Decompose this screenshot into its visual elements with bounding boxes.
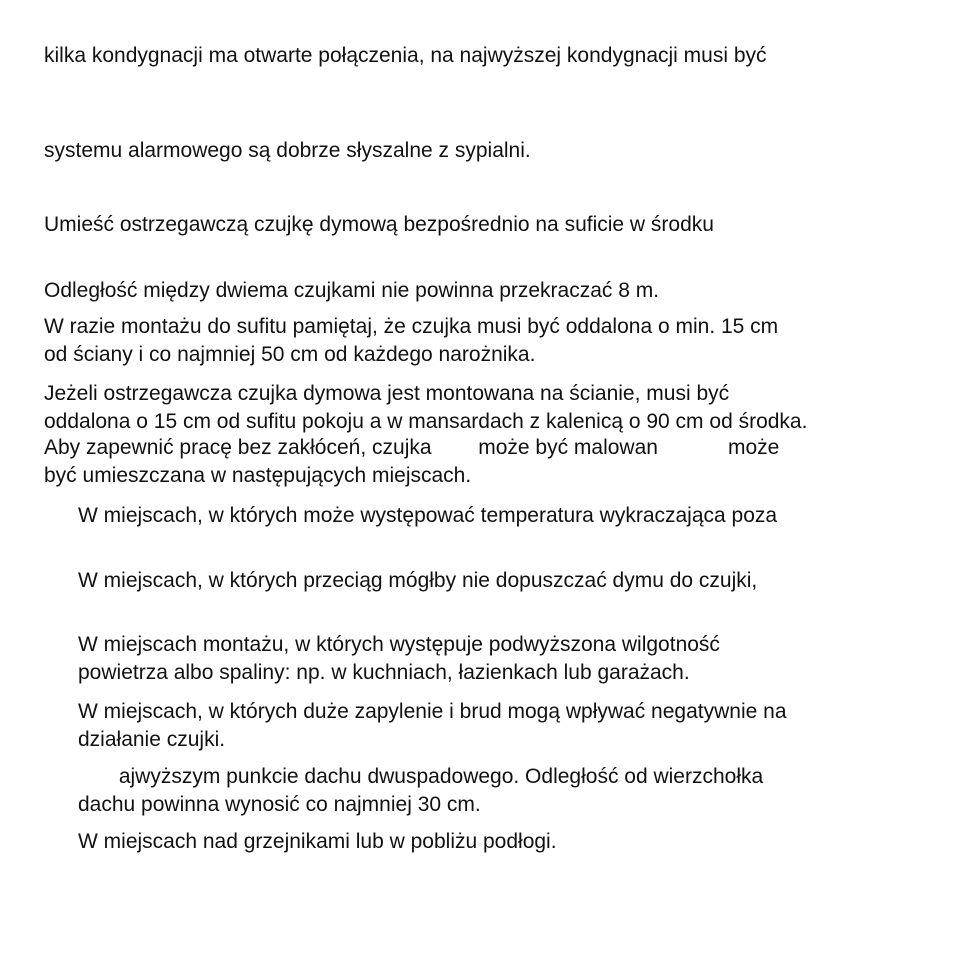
text-line: ajwyższym punkcie dachu dwuspadowego. Odległość od wierzchołka bbox=[78, 765, 764, 788]
text-line: od ściany i co najmniej 50 cm od każdego narożnika. bbox=[44, 343, 536, 366]
text-line: dachu powinna wynosić co najmniej 30 cm. bbox=[78, 793, 481, 816]
text-line: W miejscach nad grzejnikami lub w pobliżu podłogi. bbox=[78, 830, 557, 853]
text-line: W miejscach, w których duże zapylenie i brud mogą wpływać negatywnie na bbox=[78, 700, 787, 723]
text-line: systemu alarmowego są dobrze słyszalne z sypialni. bbox=[44, 139, 531, 162]
text-line: kilka kondygnacji ma otwarte połączenia, na najwyższej kondygnacji musi być bbox=[44, 44, 767, 67]
text-line: działanie czujki. bbox=[78, 728, 226, 751]
text-line: W razie montażu do sufitu pamiętaj, że czujka musi być oddalona o min. 15 cm bbox=[44, 315, 779, 338]
text-line: Aby zapewnić pracę bez zakłóceń, czujka może być malowan może bbox=[44, 436, 780, 459]
text-line: Umieść ostrzegawczą czujkę dymową bezpośrednio na suficie w środku bbox=[44, 213, 714, 236]
text-line: oddalona o 15 cm od sufitu pokoju a w mansardach z kalenicą o 90 cm od środka. bbox=[44, 410, 808, 433]
text-line: W miejscach, w których przeciąg mógłby nie dopuszczać dymu do czujki, bbox=[78, 569, 758, 592]
text-line: W miejscach, w których może występować temperatura wykraczająca poza bbox=[78, 504, 778, 527]
text-line: być umieszczana w następujących miejscach. bbox=[44, 464, 472, 487]
text-line: W miejscach montażu, w których występuje podwyższona wilgotność bbox=[78, 633, 720, 656]
text-line: Odległość między dwiema czujkami nie powinna przekraczać 8 m. bbox=[44, 279, 660, 302]
text-line: Jeżeli ostrzegawcza czujka dymowa jest montowana na ścianie, musi być bbox=[44, 382, 730, 405]
text-line: powietrza albo spaliny: np. w kuchniach, łazienkach lub garażach. bbox=[78, 661, 690, 684]
